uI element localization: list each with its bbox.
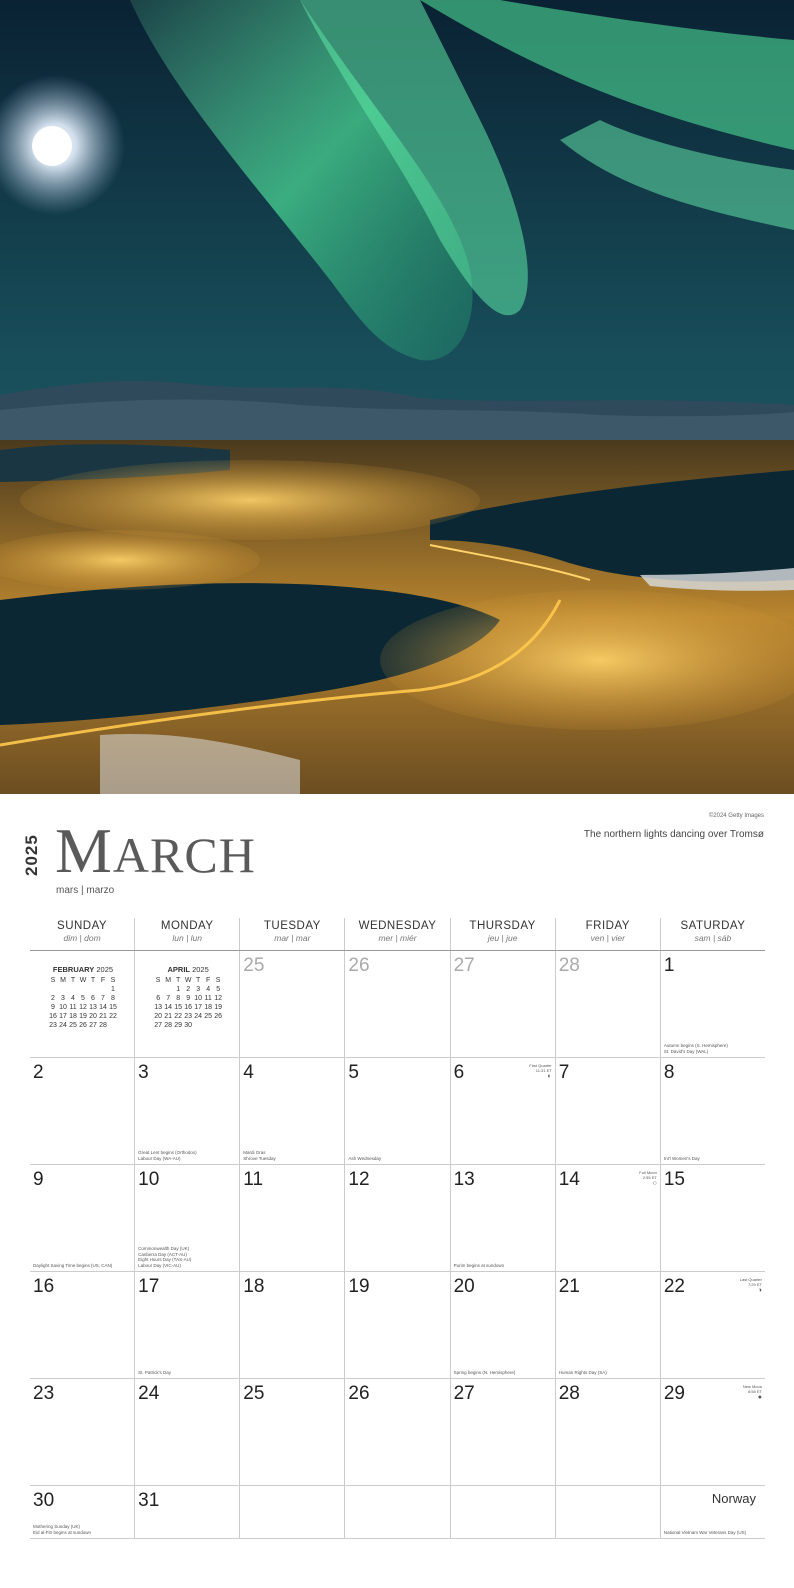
weekday-name: MONDAY <box>160 920 214 932</box>
weekday-header-sunday <box>30 918 134 950</box>
day-cell-7[interactable] <box>555 1058 660 1165</box>
mini-calendar-day: 5 <box>216 986 221 993</box>
mini-calendar-day: 24 <box>59 1022 67 1029</box>
day-number: 23 <box>33 1383 55 1404</box>
mini-calendar-weekday: T <box>196 977 201 984</box>
day-cell-25 <box>239 951 344 1058</box>
day-events <box>138 1370 233 1376</box>
mini-calendar-day <box>98 985 108 994</box>
day-event: Int'l Women's Day <box>663 1155 700 1161</box>
mini-calendar-day: 26 <box>214 1013 223 1020</box>
day-cell-6[interactable] <box>450 1058 555 1165</box>
calendar-weeks <box>30 951 765 1539</box>
mini-calendar-day: 18 <box>69 1013 77 1020</box>
mini-calendar-weekday: F <box>206 977 211 984</box>
day-events <box>138 1246 233 1268</box>
day-number: 14 <box>558 1169 580 1190</box>
day-number: 6 <box>453 1062 465 1083</box>
day-event: Eight Hours Day (TAS-AU) <box>138 1257 192 1262</box>
mini-calendar-weekday: T <box>176 977 181 984</box>
mini-calendar-day: 25 <box>204 1013 213 1020</box>
weekday-header-thursday <box>450 918 555 950</box>
mini-calendar-day: 23 <box>184 1013 193 1020</box>
moon-phase <box>639 1170 657 1188</box>
mini-calendar-day: 20 <box>154 1013 163 1020</box>
weekday-header-saturday <box>660 918 765 950</box>
day-cell-29[interactable] <box>660 1379 765 1486</box>
day-cell-26[interactable] <box>344 1379 449 1486</box>
day-events <box>348 1156 443 1162</box>
day-event: Mardi Gras <box>243 1150 266 1155</box>
day-events <box>243 1150 338 1161</box>
mini-calendar-day: 3 <box>196 986 201 993</box>
mini-calendar-day: 13 <box>154 1004 163 1011</box>
day-cell-empty <box>30 951 134 1058</box>
calendar-grid <box>30 918 765 1539</box>
day-number: 15 <box>663 1169 685 1190</box>
day-cell-21[interactable] <box>555 1272 660 1379</box>
day-cell-empty <box>450 1486 555 1539</box>
mini-calendar-weekday: M <box>165 977 172 984</box>
day-number: 22 <box>663 1276 685 1297</box>
day-number: 3 <box>138 1062 149 1083</box>
mini-calendar-day: 5 <box>81 995 85 1002</box>
weekday-alt-name: dim | dom <box>63 933 101 943</box>
weekday-name: SUNDAY <box>57 920 108 932</box>
day-cell-27 <box>450 951 555 1058</box>
mini-calendar-day <box>163 985 173 994</box>
day-number: 10 <box>138 1169 160 1190</box>
weekday-alt-name: mer | miér <box>378 933 417 943</box>
day-event: Mothering Sunday (UK) <box>33 1524 81 1529</box>
day-number: 24 <box>138 1383 160 1404</box>
mini-calendar-april <box>143 965 233 1030</box>
mini-calendar-day: 28 <box>164 1022 173 1029</box>
day-cell-24[interactable] <box>134 1379 239 1486</box>
mini-calendar-day: 21 <box>164 1013 173 1020</box>
mini-calendar-day: 8 <box>176 995 181 1002</box>
mini-calendar-day: 21 <box>99 1013 107 1020</box>
day-number: 28 <box>558 1383 580 1404</box>
mini-calendar-year: 2025 <box>96 965 114 974</box>
day-number: 26 <box>348 955 370 976</box>
mini-calendar-day: 12 <box>214 995 223 1002</box>
weekday-header-wednesday <box>344 918 449 950</box>
day-cell-23[interactable] <box>30 1379 134 1486</box>
calendar-week <box>30 1165 765 1272</box>
mini-calendar-day: 29 <box>174 1022 183 1029</box>
mini-calendar-weekday: T <box>90 977 96 984</box>
mini-calendar-table <box>48 976 118 1030</box>
weekday-alt-name: lun | lun <box>172 933 203 943</box>
moon-phase <box>529 1063 551 1081</box>
mini-calendar-day: 22 <box>109 1013 117 1020</box>
moon-phase-icon: ◐ <box>547 1073 552 1080</box>
day-events <box>33 1524 128 1535</box>
mini-calendar-day: 17 <box>59 1013 67 1020</box>
day-events <box>664 1043 759 1054</box>
day-event: St. Patrick's Day <box>138 1369 172 1375</box>
moon-phase-icon: ○ <box>652 1180 657 1187</box>
moon-phase <box>743 1384 762 1402</box>
mini-calendar-day: 15 <box>109 1004 117 1011</box>
day-number: 20 <box>453 1276 475 1297</box>
day-cell-10[interactable] <box>134 1165 239 1272</box>
day-number: 2 <box>33 1062 44 1083</box>
calendar-week <box>30 1058 765 1165</box>
mini-calendar-day <box>48 985 58 994</box>
day-number: 13 <box>453 1169 475 1190</box>
mini-calendar-day: 15 <box>174 1004 183 1011</box>
day-cell-26 <box>344 951 449 1058</box>
day-cell-18[interactable] <box>239 1272 344 1379</box>
day-events <box>664 1156 759 1162</box>
mini-calendar-month: APRIL <box>167 965 190 974</box>
mini-calendar-day <box>203 1021 213 1030</box>
mini-calendar-day: 10 <box>194 995 203 1002</box>
mini-calendar-day: 2 <box>186 986 191 993</box>
day-number: 18 <box>243 1276 265 1297</box>
day-cell-27[interactable] <box>450 1379 555 1486</box>
day-cell-31[interactable] <box>134 1486 239 1539</box>
mini-calendar-table <box>153 976 223 1030</box>
day-number: 25 <box>243 955 265 976</box>
mini-calendar-day: 7 <box>166 995 171 1002</box>
mini-calendar-day: 27 <box>154 1022 163 1029</box>
moon-phase-label: Last Quarter <box>739 1277 762 1282</box>
mini-calendar-day: 14 <box>99 1004 107 1011</box>
mini-calendar-weekday: S <box>155 977 161 984</box>
mini-calendar-weekday: W <box>79 977 87 984</box>
mini-calendar-day <box>108 1021 118 1030</box>
month-title-rest: ARCH <box>112 827 256 883</box>
weekday-header-monday <box>134 918 239 950</box>
day-cell-28[interactable] <box>555 1379 660 1486</box>
moon-phase-label: New Moon <box>742 1384 762 1389</box>
moon-phase-icon: ● <box>757 1394 762 1401</box>
day-cell-25[interactable] <box>239 1379 344 1486</box>
day-event: Great Lent begins (Orthodox) <box>138 1150 197 1155</box>
moon-phase-time: 6:58 ET <box>747 1389 762 1394</box>
month-title-initial: M <box>55 815 113 886</box>
day-number: 26 <box>348 1383 370 1404</box>
day-events <box>138 1150 233 1161</box>
day-number: 12 <box>348 1169 370 1190</box>
mini-calendar-day: 6 <box>91 995 95 1002</box>
mini-calendar-day <box>68 985 78 994</box>
mini-calendar-day: 18 <box>204 1004 213 1011</box>
day-cell-20[interactable] <box>450 1272 555 1379</box>
weekday-alt-name: ven | vier <box>590 933 625 943</box>
day-cell-14[interactable] <box>555 1165 660 1272</box>
day-event: Commonwealth Day (UK) <box>138 1246 190 1251</box>
day-event: Labour Day (WA-AU) <box>138 1155 181 1161</box>
day-cell-3[interactable] <box>134 1058 239 1165</box>
day-number: 5 <box>348 1062 359 1083</box>
day-cell-13[interactable] <box>450 1165 555 1272</box>
mini-calendar-day: 10 <box>59 1004 67 1011</box>
day-cell-28 <box>555 951 660 1058</box>
mini-calendar-weekday: T <box>70 977 76 984</box>
weekday-name: TUESDAY <box>263 920 321 932</box>
mini-calendar-day: 9 <box>186 995 191 1002</box>
mini-calendar-day: 26 <box>79 1022 87 1029</box>
day-number: 9 <box>33 1169 44 1190</box>
mini-calendar-title <box>143 965 233 974</box>
day-cell-2[interactable] <box>30 1058 134 1165</box>
weekday-alt-name: mar | mar <box>274 933 311 943</box>
mini-calendar-day: 24 <box>194 1013 203 1020</box>
mini-calendar-weekday: F <box>100 977 106 984</box>
mini-calendar-day: 19 <box>214 1004 223 1011</box>
day-number: 21 <box>558 1276 580 1297</box>
mini-calendar-day: 11 <box>204 995 212 1002</box>
day-number: 27 <box>453 1383 475 1404</box>
weekday-alt-name: sam | sáb <box>694 933 732 943</box>
mini-calendar-day: 22 <box>174 1013 183 1020</box>
mini-calendar-day: 3 <box>61 995 65 1002</box>
mini-calendar-day: 12 <box>79 1004 87 1011</box>
weekday-name: WEDNESDAY <box>358 920 437 932</box>
day-event: Canberra Day (ACT-AU) <box>138 1251 187 1257</box>
mini-calendar-weekday: S <box>110 977 116 984</box>
mini-calendar-february <box>38 965 128 1030</box>
day-cell-17[interactable] <box>134 1272 239 1379</box>
mini-calendar-day: 16 <box>49 1013 57 1020</box>
mini-calendar-day: 7 <box>101 995 105 1002</box>
day-events <box>664 1530 759 1536</box>
day-number: 1 <box>663 955 675 976</box>
mini-calendar-day: 1 <box>176 986 181 993</box>
mini-calendar-day: 17 <box>194 1004 203 1011</box>
mini-calendar-weekday: S <box>215 977 221 984</box>
moon-phase-icon: ◑ <box>757 1287 762 1294</box>
mini-calendar-day: 11 <box>69 1004 77 1011</box>
day-event: Spring begins (N. Hemisphere) <box>453 1369 516 1375</box>
day-number: 7 <box>558 1062 570 1083</box>
mini-calendar-day: 20 <box>89 1013 97 1020</box>
day-cell-empty <box>134 951 239 1058</box>
mini-calendar-day <box>78 985 88 994</box>
mini-calendar-day: 13 <box>89 1004 97 1011</box>
mini-calendar-year: 2025 <box>192 965 209 974</box>
day-cell-1[interactable] <box>660 951 765 1058</box>
mini-calendar-title <box>38 965 128 974</box>
weekday-alt-name: jeu | jue <box>487 933 518 943</box>
mini-calendar-day: 6 <box>156 995 161 1002</box>
day-events <box>559 1370 654 1376</box>
weekday-header-friday <box>555 918 660 950</box>
mini-calendar-day <box>193 1021 203 1030</box>
mini-calendar-day: 14 <box>164 1004 173 1011</box>
day-number: 11 <box>243 1169 264 1190</box>
day-cell-8[interactable] <box>660 1058 765 1165</box>
photo-caption: The northern lights dancing over Tromsø <box>583 829 764 840</box>
day-number: 30 <box>33 1490 55 1511</box>
country-label: Norway <box>711 1491 756 1506</box>
day-cell-16[interactable] <box>30 1272 134 1379</box>
mini-calendar-day: 23 <box>49 1022 57 1029</box>
mini-calendar-day: 4 <box>71 995 75 1002</box>
day-cell-empty <box>555 1486 660 1539</box>
day-number: 29 <box>663 1383 685 1404</box>
day-number: 19 <box>348 1276 370 1297</box>
day-cell-11[interactable] <box>239 1165 344 1272</box>
mini-calendar-weekday: W <box>184 977 192 984</box>
weekday-name: THURSDAY <box>469 920 536 932</box>
mini-calendar-day: 16 <box>184 1004 193 1011</box>
day-event: Purim begins at sundown <box>453 1262 505 1268</box>
day-event: Autumn begins (S. Hemisphere) <box>663 1043 728 1048</box>
mini-calendar-day: 9 <box>51 1004 55 1011</box>
day-number: 25 <box>243 1383 265 1404</box>
moon-phase-label: Full Moon <box>639 1170 657 1175</box>
day-event: Daylight Saving Time begins (US, CAN) <box>33 1262 113 1268</box>
moon-phase-time: 2:55 ET <box>642 1175 657 1180</box>
month-title <box>55 816 256 890</box>
day-event: Ash Wednesday <box>348 1155 382 1161</box>
mini-calendar-day: 2 <box>51 995 55 1002</box>
calendar-week <box>30 951 765 1058</box>
mini-calendar-day <box>213 1021 223 1030</box>
day-event: Human Rights Day (SA) <box>558 1369 607 1375</box>
weekday-name: SATURDAY <box>680 920 746 932</box>
day-cell-19[interactable] <box>344 1272 449 1379</box>
moon-phase-time: 11:31 ET <box>535 1068 552 1073</box>
mini-calendar-day: 4 <box>206 986 211 993</box>
day-events <box>454 1370 549 1376</box>
day-number: 8 <box>663 1062 675 1083</box>
mini-calendar-day <box>153 985 163 994</box>
day-cell-empty <box>344 1486 449 1539</box>
month-alt-names: mars | marzo <box>56 885 115 896</box>
day-cell-22[interactable] <box>660 1272 765 1379</box>
mini-calendar-month: FEBRUARY <box>52 965 95 974</box>
mini-calendar-day <box>88 985 98 994</box>
day-cell-15[interactable] <box>660 1165 765 1272</box>
day-event: National Vietnam War Veterans Day (US) <box>663 1529 747 1535</box>
day-events <box>33 1263 128 1269</box>
mini-calendar-day: 8 <box>111 995 115 1002</box>
day-cell-12[interactable] <box>344 1165 449 1272</box>
day-event: Eid al-Fitr begins at sundown <box>33 1529 92 1535</box>
day-number: 4 <box>243 1062 254 1083</box>
day-number: 28 <box>558 955 580 976</box>
day-cell-4[interactable] <box>239 1058 344 1165</box>
day-event: Shrove Tuesday <box>243 1155 276 1161</box>
mini-calendar-day: 27 <box>89 1022 97 1029</box>
day-number: 17 <box>138 1276 160 1297</box>
day-event: St. David's Day (WAL) <box>663 1048 709 1054</box>
weekday-header-row <box>30 918 765 951</box>
calendar-week <box>30 1379 765 1486</box>
moon-phase <box>740 1277 762 1295</box>
mini-calendar-day: 30 <box>184 1022 193 1029</box>
mini-calendar-day: 19 <box>79 1013 87 1020</box>
moon-phase-time: 7:29 ET <box>747 1282 762 1287</box>
day-cell-30[interactable] <box>30 1486 134 1539</box>
day-cell-9[interactable] <box>30 1165 134 1272</box>
calendar-week <box>30 1272 765 1379</box>
year-label: 2025 <box>22 834 41 876</box>
photo-credit: ©2024 Getty Images <box>708 813 764 819</box>
day-cell-empty <box>239 1486 344 1539</box>
mini-calendar-weekday: M <box>60 977 66 984</box>
mini-calendar-day: 28 <box>99 1022 107 1029</box>
day-events <box>454 1263 549 1269</box>
day-number: 16 <box>33 1276 55 1297</box>
day-number: 27 <box>453 955 475 976</box>
weekday-header-tuesday <box>239 918 344 950</box>
day-number: 31 <box>138 1490 160 1511</box>
calendar-week-split <box>30 1486 765 1539</box>
day-event: Labour Day (VIC-AU) <box>138 1262 181 1268</box>
day-cell-5[interactable] <box>344 1058 449 1165</box>
mini-calendar-weekday: S <box>50 977 56 984</box>
weekday-name: FRIDAY <box>585 920 630 932</box>
mini-calendar-day: 25 <box>69 1022 77 1029</box>
moon-phase-label: First Quarter <box>529 1063 552 1068</box>
mini-calendar-day: 1 <box>111 986 115 993</box>
mini-calendar-day <box>58 985 68 994</box>
